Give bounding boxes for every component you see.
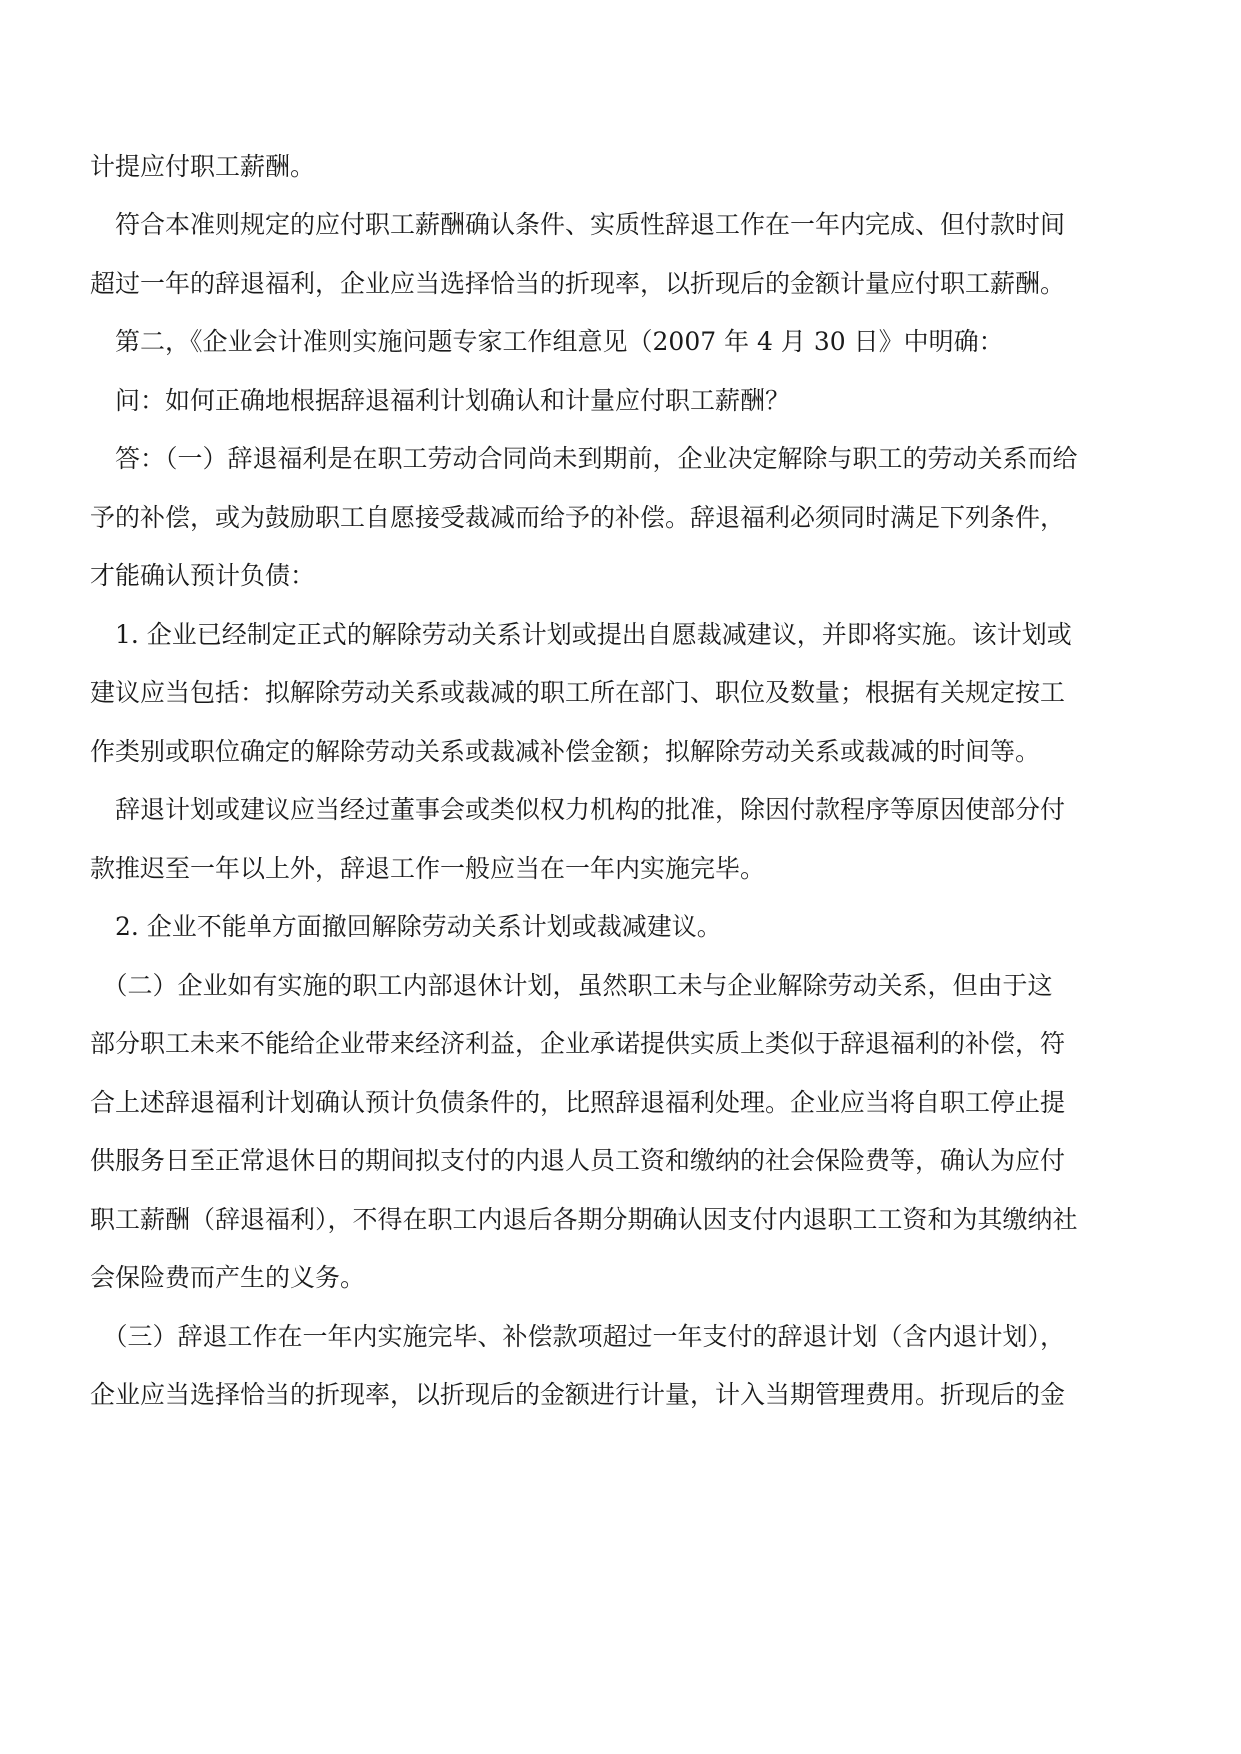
text-line: 会保险费而产生的义务。 xyxy=(90,1263,366,1292)
text-line: 2. 企业不能单方面撤回解除劳动关系计划或裁减建议。 xyxy=(90,912,722,941)
text-line: 企业应当选择恰当的折现率，以折现后的金额进行计量，计入当期管理费用。折现后的金 xyxy=(90,1380,1066,1409)
text-line: 建议应当包括：拟解除劳动关系或裁减的职工所在部门、职位及数量；根据有关规定按工 xyxy=(90,678,1066,707)
text-line: 超过一年的辞退福利，企业应当选择恰当的折现率，以折现后的金额计量应付职工薪酬。 xyxy=(90,269,1066,298)
text-line: 供服务日至正常退休日的期间拟支付的内退人员工资和缴纳的社会保险费等，确认为应付 xyxy=(90,1146,1066,1175)
text-line: 才能确认预计负债： xyxy=(90,561,316,590)
text-line: 第二，《企业会计准则实施问题专家工作组意见（2007 年 4 月 30 日》中明确： xyxy=(90,327,1004,356)
text-line: 合上述辞退福利计划确认预计负债条件的，比照辞退福利处理。企业应当将自职工停止提 xyxy=(90,1088,1066,1117)
text-line: 作类别或职位确定的解除劳动关系或裁减补偿金额；拟解除劳动关系或裁减的时间等。 xyxy=(90,737,1041,766)
text-line: 予的补偿，或为鼓励职工自愿接受裁减而给予的补偿。辞退福利必须同时满足下列条件， xyxy=(90,503,1066,532)
text-line: 辞退计划或建议应当经过董事会或类似权力机构的批准，除因付款程序等原因使部分付 xyxy=(90,795,1066,824)
text-line: 答：（一）辞退福利是在职工劳动合同尚未到期前，企业决定解除与职工的劳动关系而给 xyxy=(90,444,1078,473)
text-line: 符合本准则规定的应付职工薪酬确认条件、实质性辞退工作在一年内完成、但付款时间 xyxy=(90,210,1066,239)
text-line: 款推迟至一年以上外，辞退工作一般应当在一年内实施完毕。 xyxy=(90,854,766,883)
text-line: （二）企业如有实施的职工内部退休计划，虽然职工未与企业解除劳动关系，但由于这 xyxy=(90,971,1053,1000)
text-line: 部分职工未来不能给企业带来经济利益，企业承诺提供实质上类似于辞退福利的补偿，符 xyxy=(90,1029,1066,1058)
text-line: 职工薪酬（辞退福利），不得在职工内退后各期分期确认因支付内退职工工资和为其缴纳社 xyxy=(90,1205,1078,1234)
text-line: 1. 企业已经制定正式的解除劳动关系计划或提出自愿裁减建议，并即将实施。该计划或 xyxy=(90,620,1072,649)
text-line: 问：如何正确地根据辞退福利计划确认和计量应付职工薪酬？ xyxy=(90,386,791,415)
text-line: （三）辞退工作在一年内实施完毕、补偿款项超过一年支付的辞退计划（含内退计划）， xyxy=(90,1322,1066,1351)
text-line: 计提应付职工薪酬。 xyxy=(90,152,316,181)
